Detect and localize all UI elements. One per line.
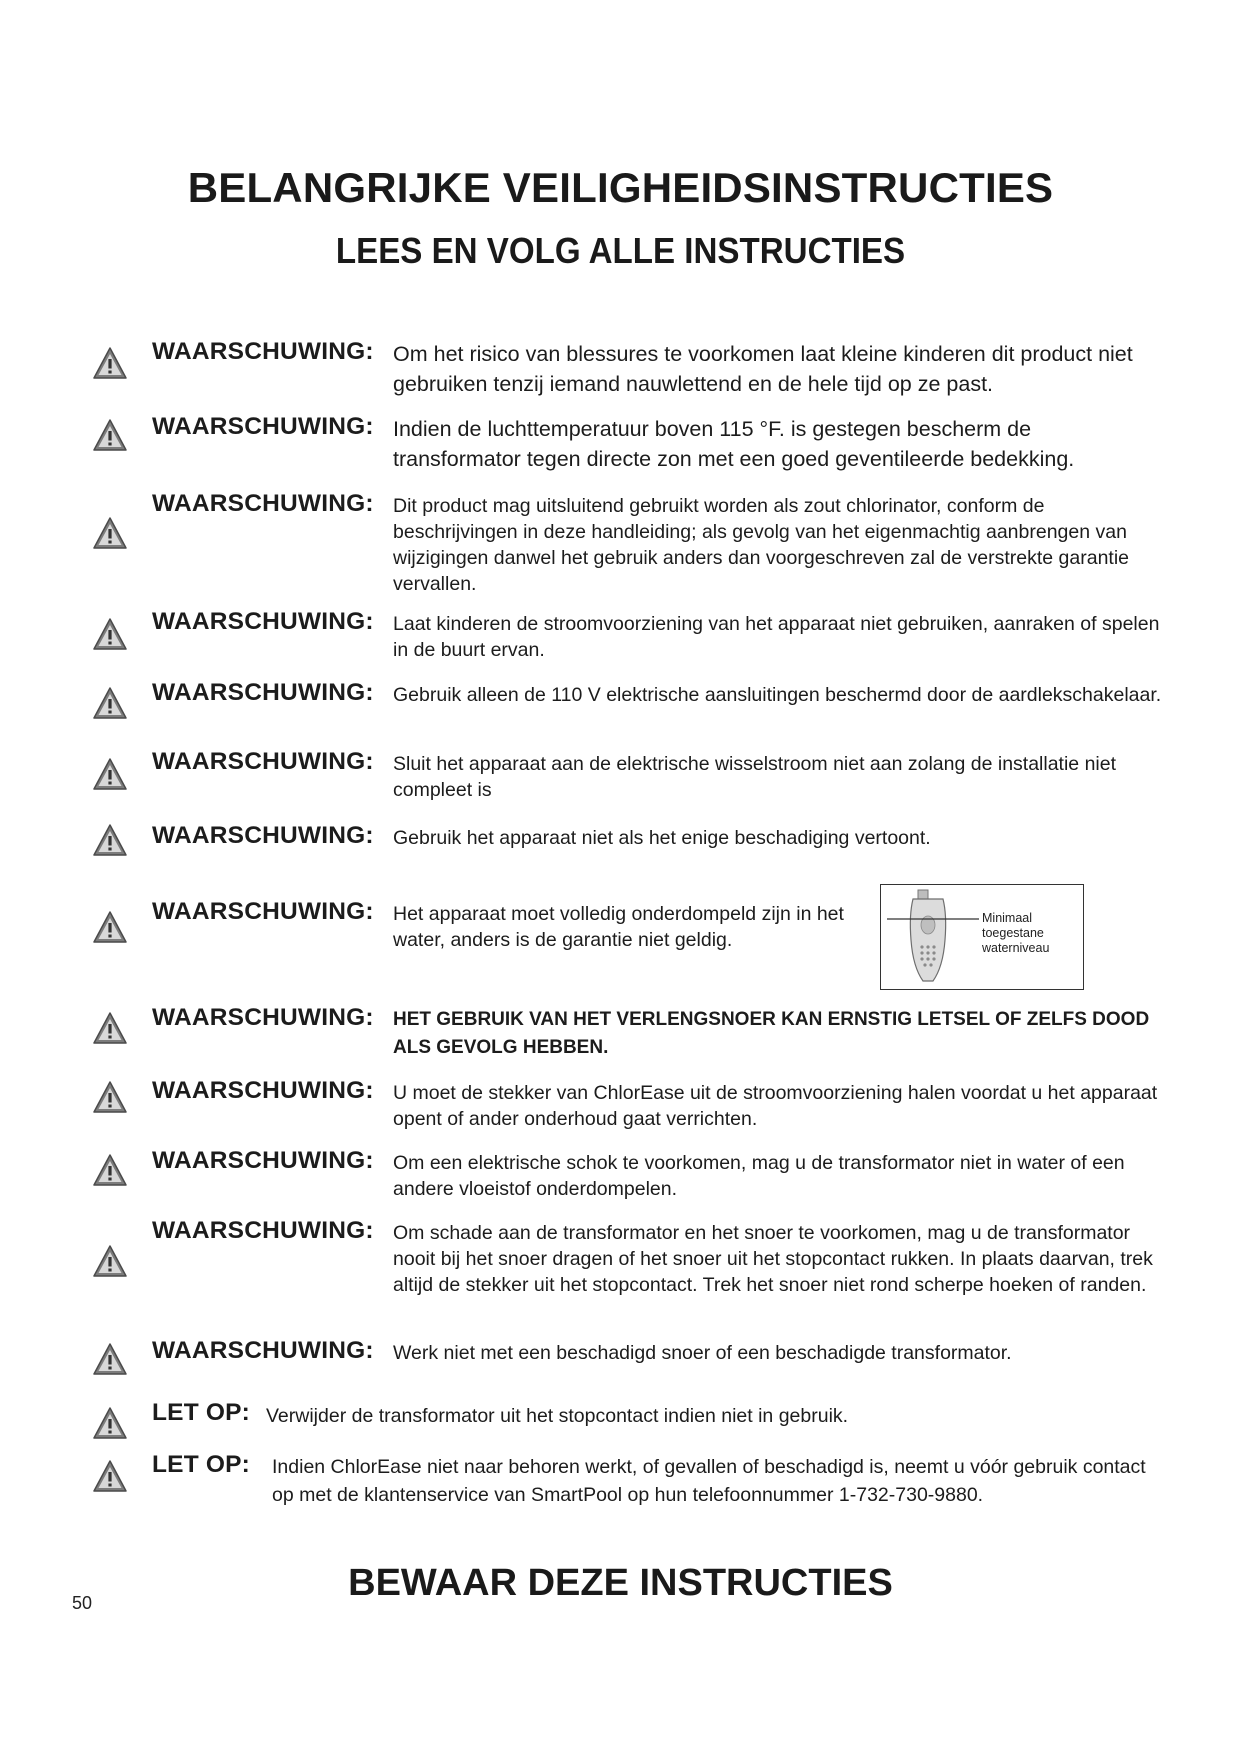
note-text: Indien ChlorEase niet naar behoren werkt, of gevallen of beschadigd is, neemt u vóór gebruik contact op met de klantenservice van SmartPool op hun telefoonnummer 1-732-730-9880.	[272, 1456, 1146, 1506]
footer-title: BEWAAR DEZE INSTRUCTIES	[348, 1562, 893, 1604]
warning-text: Laat kinderen de stroomvoorziening van het apparaat niet gebruiken, aanraken of spelen in de buurt ervan.	[393, 613, 1160, 661]
warning-label: WAARSCHUWING:	[152, 1217, 374, 1244]
warning-label: WAARSCHUWING:	[152, 608, 374, 635]
warning-triangle-icon	[92, 516, 128, 550]
warning-triangle-icon	[92, 346, 128, 380]
warning-triangle-icon	[92, 1080, 128, 1114]
water-level-caption: Minimaal toegestane waterniveau	[982, 911, 1050, 955]
note-text: Verwijder de transformator uit het stopcontact indien niet in gebruik.	[266, 1405, 849, 1427]
warning-label: WAARSCHUWING:	[152, 338, 374, 365]
warning-label: WAARSCHUWING:	[152, 413, 374, 440]
warning-triangle-icon	[92, 1244, 128, 1278]
warning-text: Om het risico van blessures te voorkomen laat kleine kinderen dit product niet gebruiken tenzij iemand nauwlettend en de hele tijd op ze past.	[393, 342, 1133, 396]
warning-text: Indien de luchttemperatuur boven 115 °F. is gestegen bescherm de transformator tegen directe zon met een goed geventileerde bedekking.	[393, 417, 1075, 471]
warning-label: WAARSCHUWING:	[152, 1147, 374, 1174]
warning-text: Dit product mag uitsluitend gebruikt worden als zout chlorinator, conform de beschrijvingen in deze handleiding; als gevolg van het eigenmachtig aanbrengen van wijzigingen danwel het gebruik anders dan voorgeschreven zal de verstrekte garantie vervallen.	[393, 495, 1130, 595]
warning-text: Om schade aan de transformator en het snoer te voorkomen, mag u de transformator nooit bij het snoer dragen of het snoer uit het stopcontact rukken. In plaats daarvan, trek altijd de stekker uit het stopcontact. Trek het snoer niet rond scherpe hoeken of randen.	[393, 1222, 1153, 1296]
warning-triangle-icon	[92, 1459, 128, 1493]
warning-label: WAARSCHUWING:	[152, 898, 374, 925]
warning-text: HET GEBRUIK VAN HET VERLENGSNOER KAN ERNSTIG LETSEL OF ZELFS DOOD ALS GEVOLG HEBBEN.	[393, 1009, 1150, 1058]
chlorinator-device-illustration	[881, 885, 981, 989]
page-subtitle: LEES EN VOLG ALLE INSTRUCTIES	[335, 230, 906, 271]
warning-triangle-icon	[92, 910, 128, 944]
warning-label: WAARSCHUWING:	[152, 1004, 374, 1031]
warning-triangle-icon	[92, 1406, 128, 1440]
note-label: LET OP:	[152, 1399, 251, 1426]
warning-text: Het apparaat moet volledig onderdompeld zijn in het water, anders is de garantie niet geldig.	[393, 903, 844, 951]
warning-text: Sluit het apparaat aan de elektrische wisselstroom niet aan zolang de installatie niet compleet is	[393, 753, 1117, 801]
warning-triangle-icon	[92, 1153, 128, 1187]
warning-label: WAARSCHUWING:	[152, 1337, 374, 1364]
water-level-figure	[880, 884, 1084, 990]
warning-label: WAARSCHUWING:	[152, 748, 374, 775]
warning-triangle-icon	[92, 1011, 128, 1045]
note-label: LET OP:	[152, 1451, 251, 1478]
warning-label: WAARSCHUWING:	[152, 490, 374, 517]
warning-triangle-icon	[92, 823, 128, 857]
warning-text: Gebruik het apparaat niet als het enige beschadiging vertoont.	[393, 827, 931, 849]
page-title: BELANGRIJKE VEILIGHEIDSINSTRUCTIES	[187, 164, 1054, 211]
warning-triangle-icon	[92, 757, 128, 791]
warning-text: U moet de stekker van ChlorEase uit de stroomvoorziening halen voordat u het apparaat opent of ander onderhoud gaat verrichten.	[393, 1082, 1158, 1130]
page-number: 50	[72, 1593, 93, 1613]
warning-text: Gebruik alleen de 110 V elektrische aansluitingen beschermd door de aardlekschakelaar.	[393, 684, 1162, 706]
warning-triangle-icon	[92, 1342, 128, 1376]
warning-text: Om een elektrische schok te voorkomen, mag u de transformator niet in water of een andere vloeistof onderdompelen.	[393, 1152, 1125, 1200]
warning-text: Werk niet met een beschadigd snoer of een beschadigde transformator.	[393, 1342, 1012, 1364]
warning-label: WAARSCHUWING:	[152, 679, 374, 706]
warning-label: WAARSCHUWING:	[152, 822, 374, 849]
warning-triangle-icon	[92, 617, 128, 651]
warning-triangle-icon	[92, 686, 128, 720]
warning-triangle-icon	[92, 418, 128, 452]
warning-label: WAARSCHUWING:	[152, 1077, 374, 1104]
